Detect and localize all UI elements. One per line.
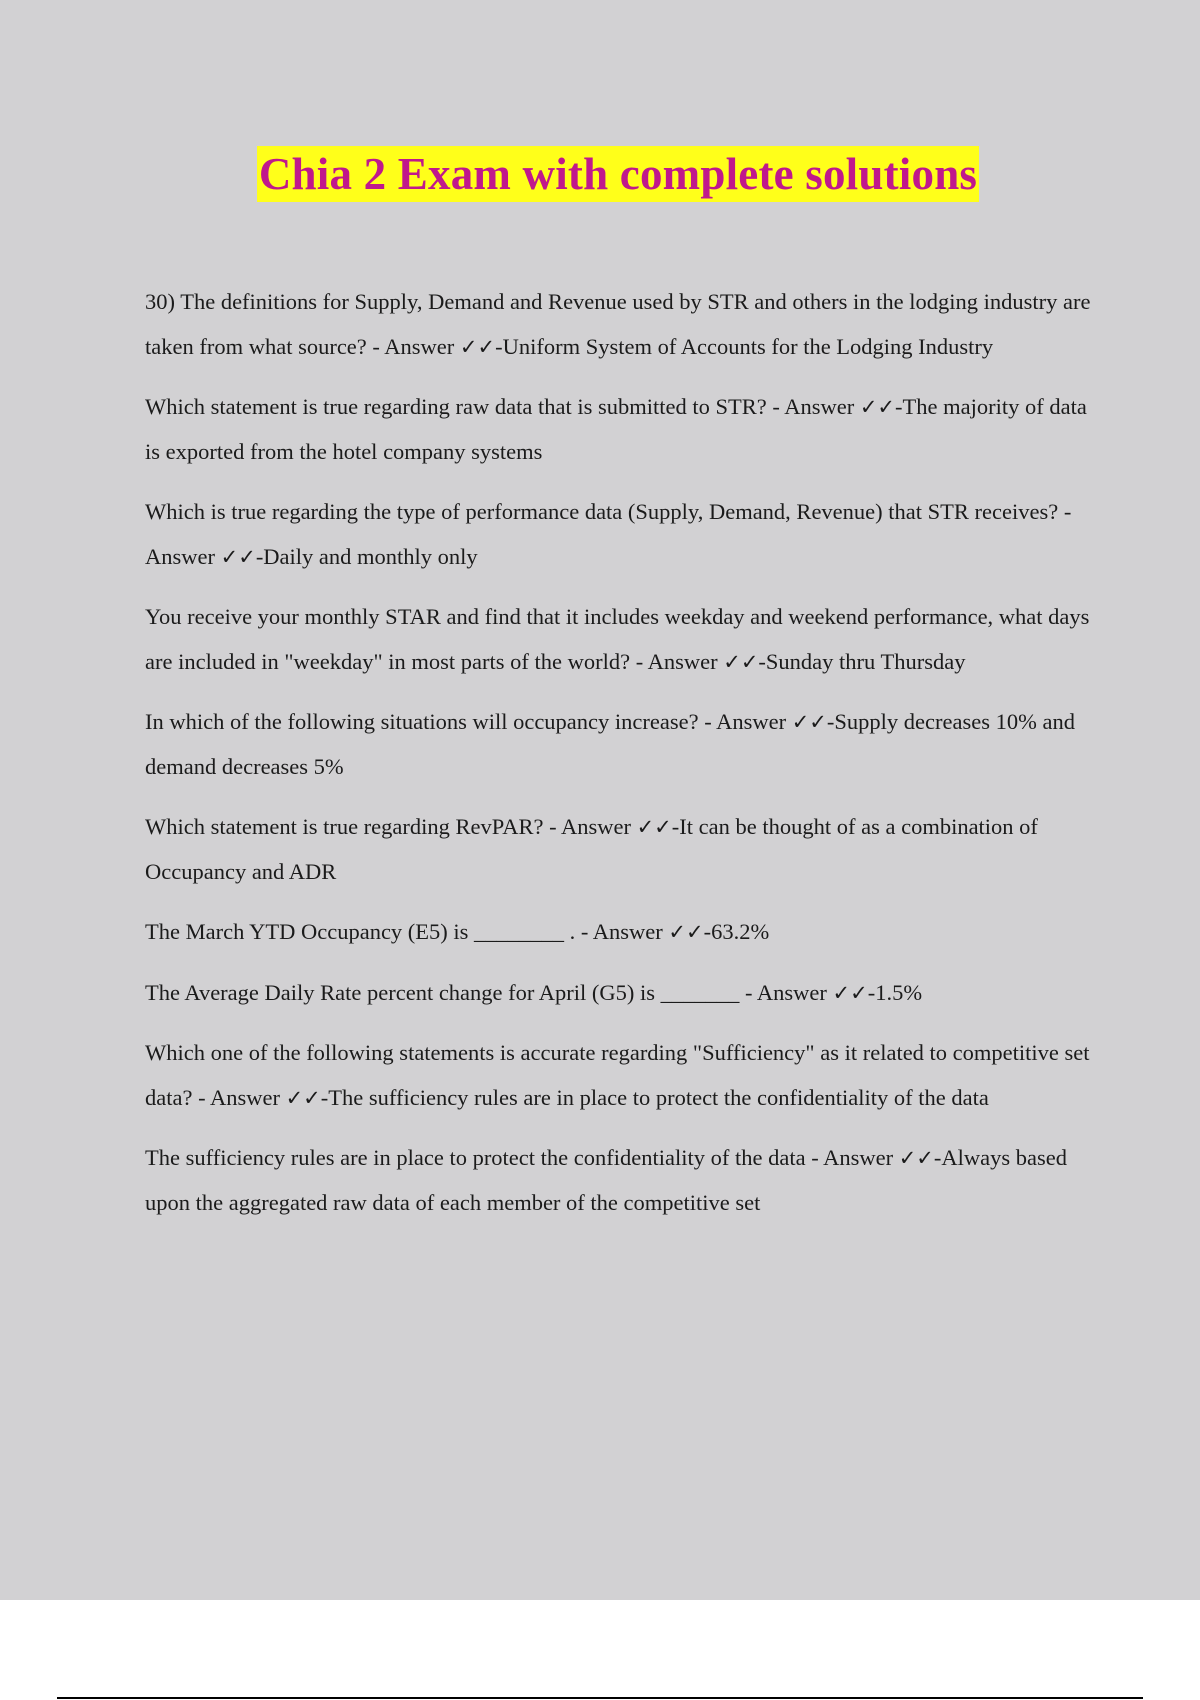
answer-label: Answer (209, 1084, 286, 1110)
double-check-icon: ✓✓ (220, 544, 256, 569)
answer-text: -1.5% (867, 979, 923, 1005)
answer-text: -The majority of data is exported from the hotel company systems (145, 394, 1087, 464)
double-check-icon: ✓✓ (791, 710, 827, 734)
answer-text: -Daily and monthly only (255, 543, 478, 569)
question-text: The March YTD Occupancy (E5) is ________ . - (145, 919, 593, 944)
answer-label: Answer (823, 1145, 899, 1170)
double-check-icon: ✓✓ (459, 334, 496, 359)
qa-item (145, 490, 1095, 579)
qa-item (145, 700, 1095, 789)
question-text: You receive your monthly STAR and find that it includes weekday and weekend performance, what days are included in "weekday" in most parts of the world? - (145, 604, 1090, 674)
question-text: The Average Daily Rate percent change for April (G5) is _______ - (145, 979, 757, 1005)
double-check-icon: ✓✓ (668, 920, 704, 944)
answer-label: Answer (384, 333, 460, 359)
answer-text: -The sufficiency rules are in place to protect the confidentiality of the data (320, 1084, 989, 1110)
answer-label: Answer (784, 394, 860, 419)
double-check-icon: ✓✓ (859, 395, 896, 419)
answer-label: Answer (592, 919, 669, 944)
double-check-icon: ✓✓ (285, 1085, 321, 1110)
question-text: In which of the following situations will occupancy increase? - (145, 709, 717, 734)
answer-text: -It can be thought of as a combination of Occupancy and ADR (145, 814, 1038, 884)
question-text: The sufficiency rules are in place to protect the confidentiality of the data - (145, 1145, 824, 1170)
double-check-icon: ✓✓ (723, 649, 759, 674)
qa-item (145, 971, 1095, 1016)
qa-item (145, 385, 1095, 474)
double-check-icon: ✓✓ (898, 1146, 934, 1170)
answer-text: -Supply decreases 10% and demand decreases 5% (145, 709, 1075, 779)
double-check-icon: ✓✓ (832, 980, 868, 1005)
question-text: Which statement is true regarding raw data that is submitted to STR? - (145, 394, 785, 419)
qa-item (145, 280, 1095, 369)
answer-label: Answer (560, 814, 637, 839)
answer-label: Answer (716, 709, 792, 734)
answer-text: -Uniform System of Accounts for the Lodging Industry (495, 333, 994, 359)
qa-item (145, 1136, 1095, 1225)
answer-label: Answer (647, 648, 724, 674)
answer-label: Answer (145, 543, 221, 569)
question-text: Which is true regarding the type of performance data (Supply, Demand, Revenue) that STR receives? - (145, 499, 1072, 524)
question-text: 30) The definitions for Supply, Demand and Revenue used by STR and others in the lodging industry are taken from what source? - (145, 289, 1091, 359)
answer-label: Answer (756, 979, 833, 1005)
qa-item (145, 805, 1095, 894)
answer-text: -Always based upon the aggregated raw data of each member of the competitive set (145, 1145, 1067, 1215)
double-check-icon: ✓✓ (636, 815, 672, 839)
qa-item (145, 910, 1095, 955)
qa-item (145, 595, 1095, 684)
answer-text: -63.2% (703, 919, 770, 944)
answer-text: -Sunday thru Thursday (758, 648, 966, 674)
qa-list (145, 280, 1095, 1241)
title-wrapper (0, 146, 1200, 202)
question-text: Which statement is true regarding RevPAR? - (145, 814, 561, 839)
page-bottom-divider (57, 1697, 1143, 1699)
document-title: Chia 2 Exam with complete solutions (257, 146, 979, 202)
question-text: Which one of the following statements is accurate regarding "Sufficiency" as it related to competitive set data? - (145, 1040, 1090, 1110)
qa-item (145, 1031, 1095, 1120)
